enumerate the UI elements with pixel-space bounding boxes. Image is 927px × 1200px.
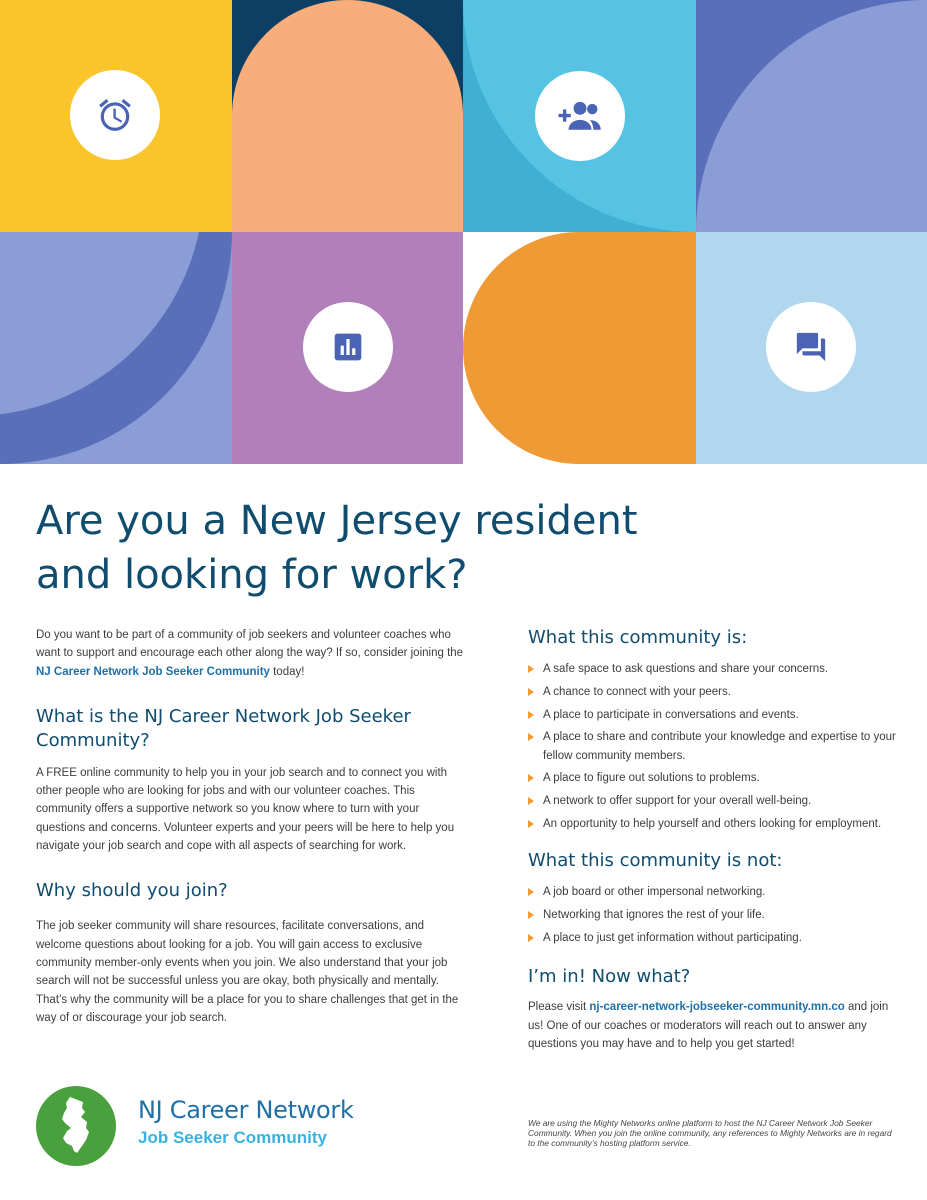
banner-tile-light-blue [696, 232, 927, 464]
intro-text-end: today! [269, 665, 305, 678]
banner-tile-cyan [463, 0, 696, 232]
list-item: An opportunity to help yourself and others looking for employment. [528, 815, 898, 833]
list-item: A place to figure out solutions to problems. [528, 769, 898, 787]
chat-bubbles-icon [793, 330, 829, 364]
community-is-list [528, 660, 898, 833]
community-is-heading: What this community is: [528, 627, 748, 648]
bar-chart-icon-circle [303, 302, 393, 392]
bar-chart-icon [332, 331, 364, 363]
nj-career-network-logo [36, 1086, 116, 1166]
why-join-heading: Why should you join? [36, 880, 228, 902]
intro-community-link[interactable]: NJ Career Network Job Seeker Community [36, 665, 270, 678]
arrow-bullet-icon [528, 934, 534, 942]
list-item: A place to just get information without participating. [528, 929, 898, 947]
new-jersey-map-icon [36, 1086, 116, 1166]
list-item: A chance to connect with your peers. [528, 683, 898, 701]
banner-tile-orange [463, 232, 696, 464]
headline-line-2: and looking for work? [36, 552, 468, 598]
now-what-heading: I’m in! Now what? [528, 966, 691, 988]
arrow-bullet-icon [528, 711, 534, 719]
community-is-not-list [528, 883, 898, 947]
now-what-text: Please visit [528, 1001, 590, 1014]
arrow-bullet-icon [528, 888, 534, 896]
arrow-bullet-icon [528, 774, 534, 782]
add-group-icon [557, 99, 603, 133]
banner-tile-navy [232, 0, 463, 232]
arrow-bullet-icon [528, 911, 534, 919]
community-url-link[interactable]: nj-career-network-jobseeker-community.mn.co [589, 1001, 845, 1014]
banner-tile-yellow [0, 0, 232, 232]
what-is-heading: What is the NJ Career Network Job Seeker Community? [36, 705, 411, 751]
logo-title: NJ Career Network [138, 1096, 354, 1124]
now-what-paragraph [528, 998, 898, 1053]
page-headline [36, 494, 736, 602]
arrow-bullet-icon [528, 688, 534, 696]
banner-tile-purple [232, 232, 463, 464]
intro-paragraph [36, 626, 466, 681]
alarm-clock-icon [96, 96, 134, 134]
add-group-icon-circle [535, 71, 625, 161]
community-is-not-heading: What this community is not: [528, 850, 783, 872]
hero-banner [0, 0, 927, 464]
arrow-bullet-icon [528, 820, 534, 828]
list-item: A place to share and contribute your knowledge and expertise to your fellow community members. [528, 728, 898, 765]
chat-bubbles-icon-circle [766, 302, 856, 392]
list-item: A network to offer support for your overall well-being. [528, 792, 898, 810]
banner-tile-periwinkle [0, 232, 232, 464]
alarm-clock-icon-circle [70, 70, 160, 160]
list-item: A safe space to ask questions and share your concerns. [528, 660, 898, 678]
arrow-bullet-icon [528, 665, 534, 673]
what-is-body: A FREE online community to help you in your job search and to connect you with other people who are looking for jobs and with our volunteer coaches. This community offers a supportive network so you know where to turn with your questions and concerns. Volunteer experts and your peers will be here to help you navigate your job search and cope with all aspects of searching for work. [36, 766, 455, 853]
platform-footnote: We are using the Mighty Networks online platform to host the NJ Career Network Job Seeker Community. When you join the online community, any references to Mighty Networks are in regard to the community’s hosting platform service. [528, 1118, 892, 1149]
headline-line-1: Are you a New Jersey resident [36, 498, 638, 544]
right-column [528, 626, 898, 1053]
intro-text: Do you want to be part of a community of job seekers and volunteer coaches who want to support and encourage each other along the way? If so, consider joining the [36, 629, 464, 660]
banner-tile-blue [696, 0, 927, 232]
now-what-text-end: and join us! One of our coaches or moderators will reach out to answer any questions you may have and to help you get started! [528, 1001, 889, 1050]
list-item: A job board or other impersonal networking. [528, 883, 898, 901]
arrow-bullet-icon [528, 797, 534, 805]
list-item: A place to participate in conversations and events. [528, 706, 898, 724]
left-column [36, 626, 466, 1027]
list-item: Networking that ignores the rest of your life. [528, 906, 898, 924]
arrow-bullet-icon [528, 733, 534, 741]
logo-subtitle: Job Seeker Community [138, 1128, 327, 1147]
why-join-body: The job seeker community will share resources, facilitate conversations, and welcome questions about looking for a job. You will gain access to exclusive community member-only events when you join. We also understand that your job search will not be successful unless you are okay, both physically and mentally. That’s why the community will be a place for you to share challenges that get in the way of or discourage your job search. [36, 920, 459, 1024]
